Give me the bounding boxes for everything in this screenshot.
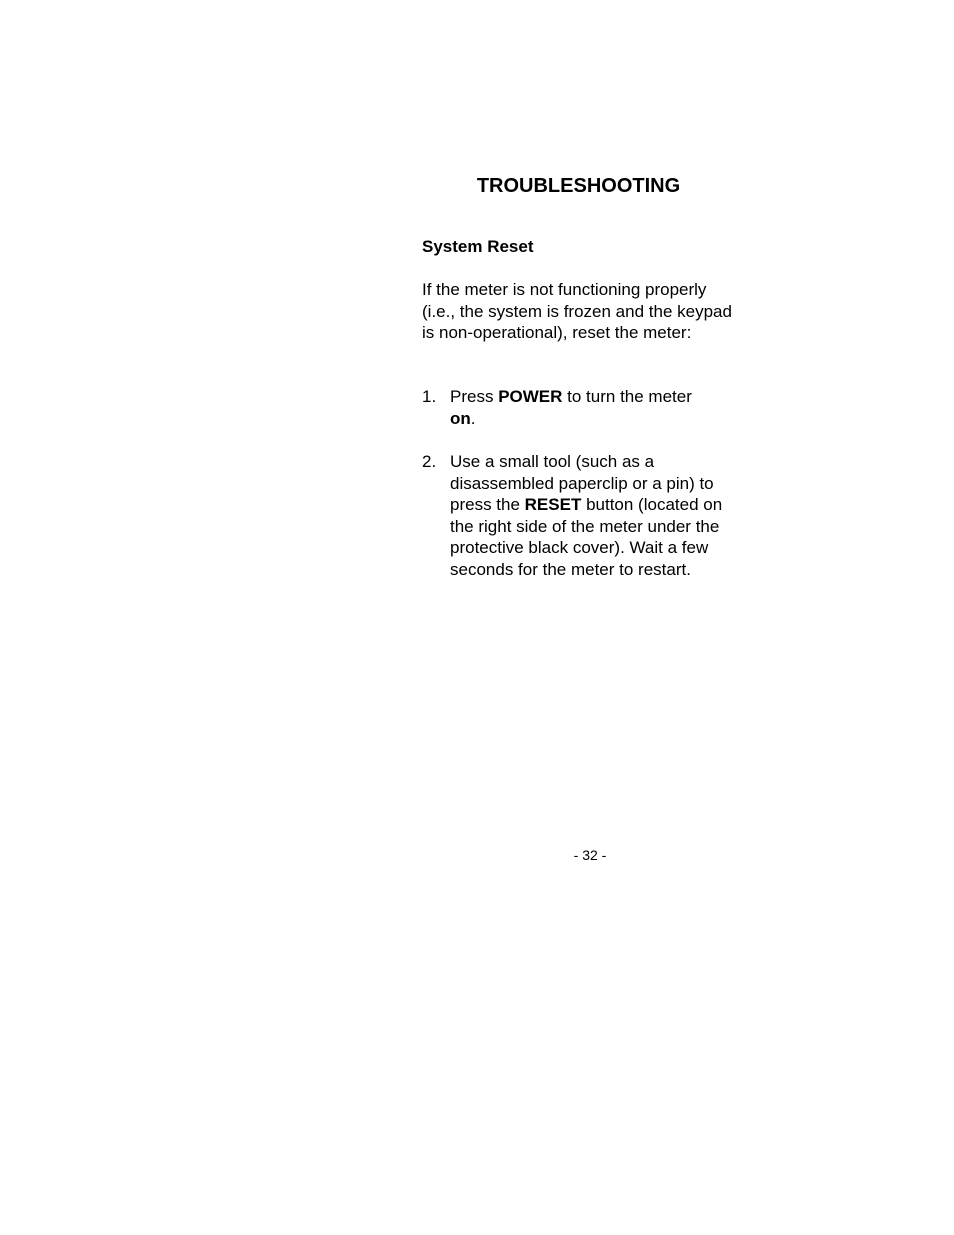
- page-number: - 32 -: [573, 847, 607, 863]
- intro-paragraph: If the meter is not functioning properly (i.e., the system is frozen and the keypad is non-operational), reset the meter:: [422, 280, 732, 342]
- step-number: 1.: [422, 387, 437, 406]
- reset-keyword: RESET: [524, 495, 582, 514]
- on-keyword: on: [450, 408, 471, 428]
- list-item: [422, 386, 732, 429]
- page-title: TROUBLESHOOTING: [476, 175, 681, 197]
- step-text: Press POWER to turn the meter on.: [450, 387, 692, 428]
- section-heading: System Reset: [422, 237, 534, 256]
- step-text: Use a small tool (such as a disassembled paperclip or a pin) to press the RESET button (located on the right side of the meter under the protective black cover). Wait a few seconds for the meter to restart.: [450, 452, 723, 579]
- step-number: 2.: [422, 452, 437, 471]
- power-keyword: POWER: [498, 387, 563, 406]
- list-item: [422, 451, 732, 580]
